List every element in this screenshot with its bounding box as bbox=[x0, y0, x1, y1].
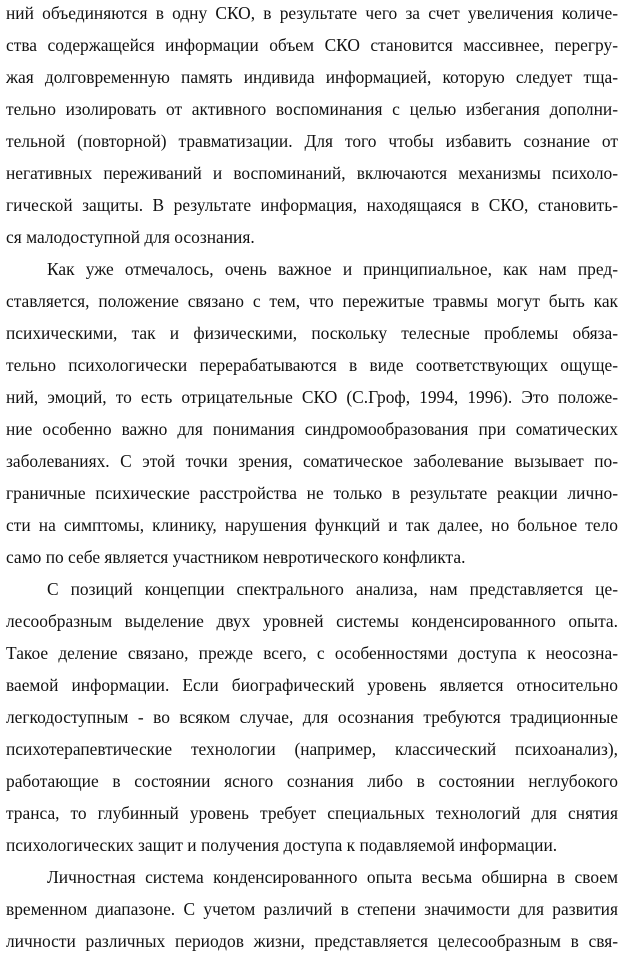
text-line: гической защиты. В результате информация, находящаяся в СКО, становить- bbox=[6, 195, 618, 215]
text-line: тельной (повторной) травматизации. Для того чтобы избавить сознание от bbox=[6, 131, 618, 151]
text-line: работающие в состоянии ясного сознания либо в состоянии неглубокого bbox=[6, 771, 618, 791]
text-line: ний, эмоций, то есть отрицательные СКО (С.Гроф, 1994, 1996). Это положе- bbox=[6, 387, 618, 407]
text-line: ства содержащейся информации объем СКО становится массивнее, перегру- bbox=[6, 35, 618, 55]
text-line: Такое деление связано, прежде всего, с особенностями доступа к неосозна- bbox=[6, 643, 618, 663]
text-line: Личностная система конденсированного опыта весьма обширна в своем bbox=[47, 867, 618, 887]
text-line: ние особенно важно для понимания синдромообразования при соматических bbox=[6, 419, 618, 439]
text-line: С позиций концепции спектрального анализа, нам представляется це- bbox=[47, 579, 618, 599]
text-line: тельно психологически перерабатываются в виде соответствующих ощуще- bbox=[6, 355, 618, 375]
text-line: личности различных периодов жизни, представляется целесообразным в свя- bbox=[6, 931, 618, 951]
text-line: граничные психические расстройства не только в результате реакции лично- bbox=[6, 483, 618, 503]
text-line: жая долговременную память индивида информацией, которую следует тща- bbox=[6, 67, 618, 87]
text-line: ся малодоступной для осознания. bbox=[6, 227, 255, 247]
text-line: психическими, так и физическими, поскольку телесные проблемы обяза- bbox=[6, 323, 618, 343]
text-line: негативных переживаний и воспоминаний, включаются механизмы психоло- bbox=[6, 163, 618, 183]
text-line: временном диапазоне. С учетом различий в степени значимости для развития bbox=[6, 899, 618, 919]
text-line: Как уже отмечалось, очень важное и принципиальное, как нам пред- bbox=[47, 259, 618, 279]
text-line: транса, то глубинный уровень требует специальных технологий для снятия bbox=[6, 803, 618, 823]
text-line: тельно изолировать от активного воспоминания с целью избегания дополни- bbox=[6, 99, 618, 119]
text-line: само по себе является участником невротического конфликта. bbox=[6, 547, 466, 567]
text-line: сти на симптомы, клинику, нарушения функций и так далее, но больное тело bbox=[6, 515, 618, 535]
text-line: психологических защит и получения доступа к подавляемой информации. bbox=[6, 835, 558, 855]
text-line: ний объединяются в одну СКО, в результате чего за счет увеличения количе- bbox=[6, 3, 618, 23]
text-line: лесообразным выделение двух уровней системы конденсированного опыта. bbox=[6, 611, 618, 631]
text-line: заболеваниях. С этой точки зрения, соматическое заболевание вызывает по- bbox=[6, 451, 618, 471]
text-line: легкодоступным - во всяком случае, для осознания требуются традиционные bbox=[6, 707, 618, 727]
text-line: ставляется, положение связано с тем, что пережитые травмы могут быть как bbox=[6, 291, 618, 311]
text-line: психотерапевтические технологии (например, классический психоанализ), bbox=[6, 739, 618, 759]
text-line: ваемой информации. Если биографический уровень является относительно bbox=[6, 675, 618, 695]
